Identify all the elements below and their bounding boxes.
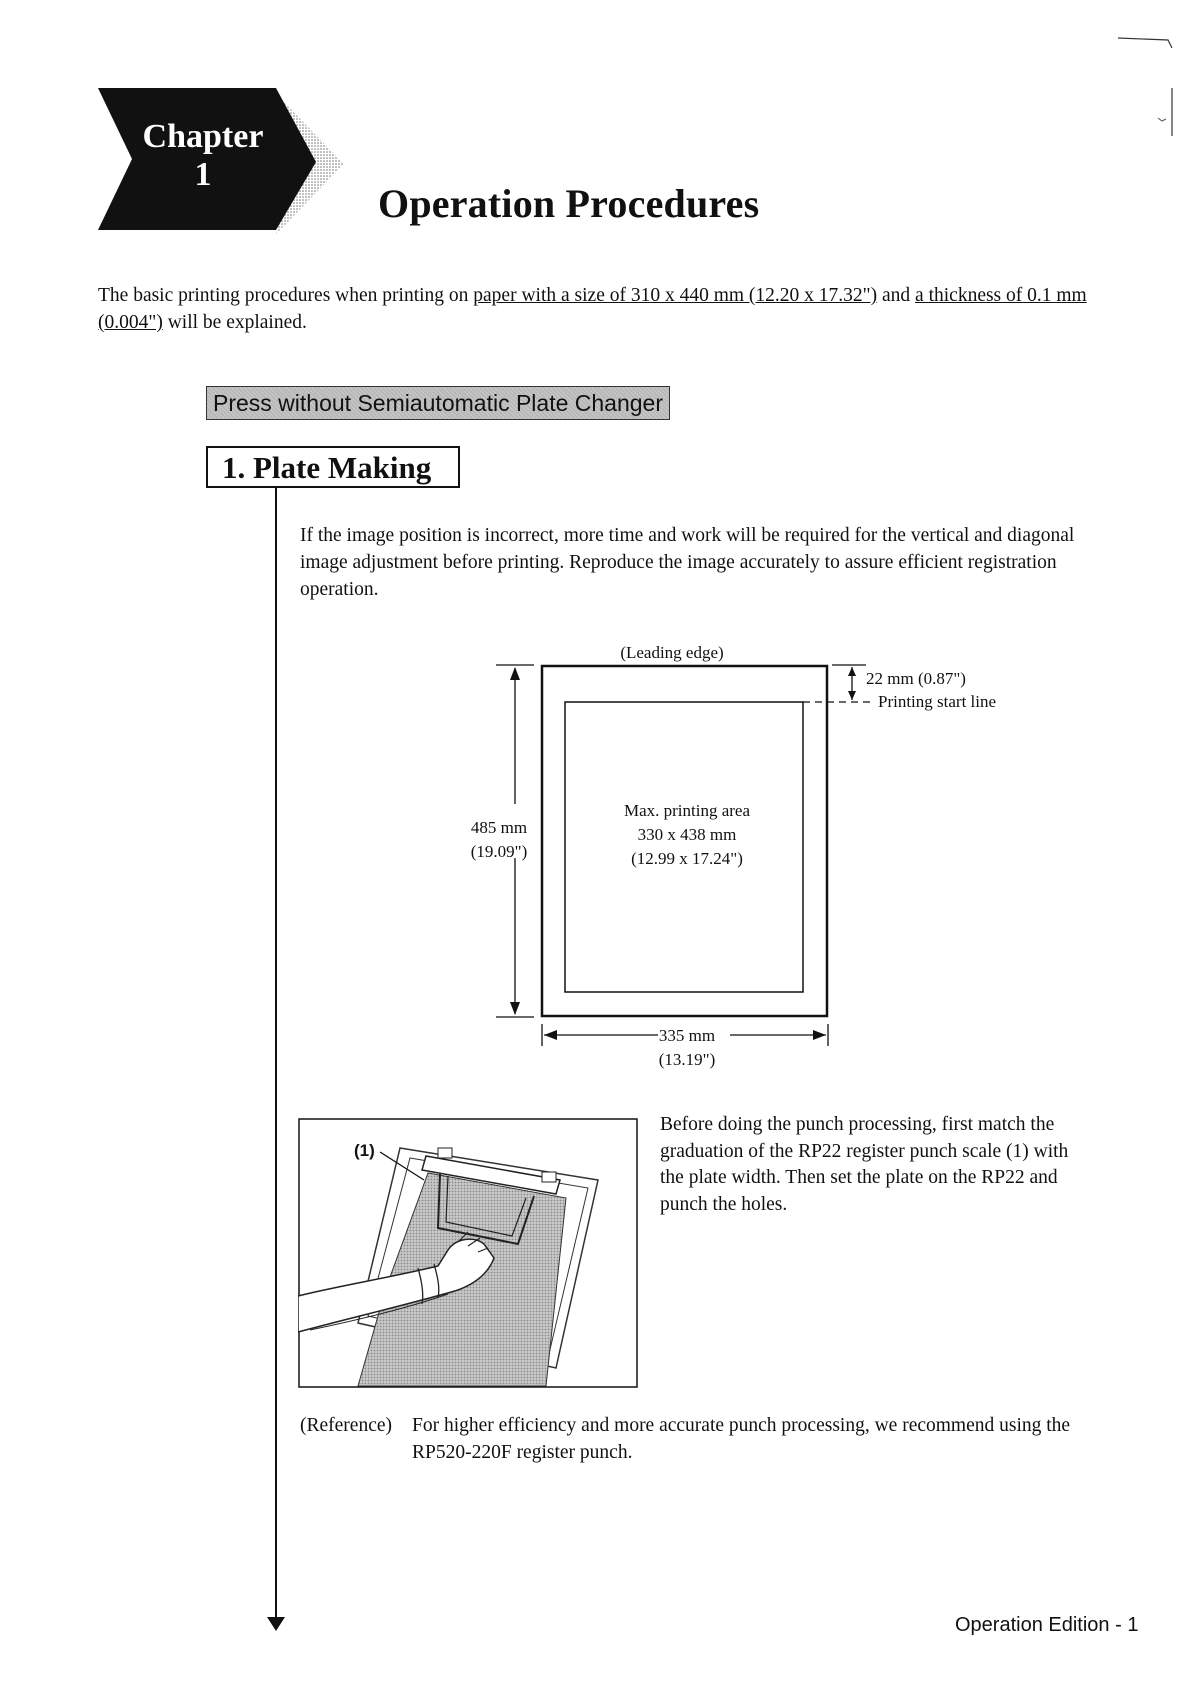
chapter-badge: [98, 88, 348, 236]
callout-label: (1): [354, 1141, 375, 1160]
intro-text-2: and: [877, 285, 916, 306]
flow-line: [275, 488, 277, 1618]
width-mm-label: 335 mm: [658, 1026, 716, 1045]
reference-label: (Reference): [300, 1415, 393, 1436]
step-heading: 1. Plate Making: [206, 446, 460, 488]
area-mm-label: 330 x 438 mm: [637, 825, 737, 844]
height-in-label: (19.09"): [470, 842, 528, 861]
intro-text-3: will be explained.: [162, 312, 307, 333]
punch-illustration-image: [298, 1118, 638, 1388]
intro-thickness: a thickness of 0.1 mm (0.004"): [98, 285, 1087, 333]
chapter-word: Chapter: [142, 118, 264, 155]
margin-arrow-top-icon: [848, 667, 856, 676]
intro-paper-size: paper with a size of 310 x 440 mm (12.20 x 17.32"): [473, 285, 878, 306]
area-in-label: (12.99 x 17.24"): [631, 849, 743, 868]
printing-area-outline: [565, 702, 803, 992]
intro-paragraph: [98, 282, 1088, 336]
reference-text: For higher efficiency and more accurate punch processing, we recommend using the RP520-220F register punch.: [412, 1415, 1071, 1463]
corner-scan-mark: [1110, 18, 1180, 138]
intro-text-1: The basic printing procedures when printing on: [98, 285, 474, 306]
chapter-number: 1: [194, 156, 212, 193]
width-arrow-right-icon: [813, 1030, 826, 1040]
flow-arrow-icon: [267, 1617, 285, 1631]
chapter-label: [128, 118, 278, 194]
leading-edge-label: (Leading edge): [620, 643, 724, 662]
plate-diagram: [440, 636, 1020, 1076]
height-arrow-bottom-icon: [510, 1002, 520, 1015]
page-title: Operation Procedures: [378, 181, 760, 226]
height-mm-label: 485 mm: [470, 818, 528, 837]
section-banner: Press without Semiautomatic Plate Changer: [206, 386, 670, 420]
page-footer: Operation Edition - 1: [955, 1614, 1139, 1636]
width-arrow-left-icon: [544, 1030, 557, 1040]
width-in-label: (13.19"): [658, 1050, 716, 1069]
punch-paragraph: Before doing the punch processing, first match the graduation of the RP22 register punch scale (1) with the plate width. Then set the plate on the RP22 and punch the holes.: [660, 1114, 1069, 1215]
start-line-label: Printing start line: [878, 692, 997, 711]
area-title-label: Max. printing area: [623, 801, 751, 820]
register-punch-illustration: [298, 1118, 638, 1388]
height-arrow-top-icon: [510, 667, 520, 680]
margin-arrow-bottom-icon: [848, 691, 856, 700]
margin-value-label: 22 mm (0.87"): [866, 669, 966, 688]
image-position-paragraph: If the image position is incorrect, more time and work will be required for the vertical and diagonal image adjustment before printing. Reproduce the image accurately to assure efficient registration operation.: [300, 525, 1075, 600]
